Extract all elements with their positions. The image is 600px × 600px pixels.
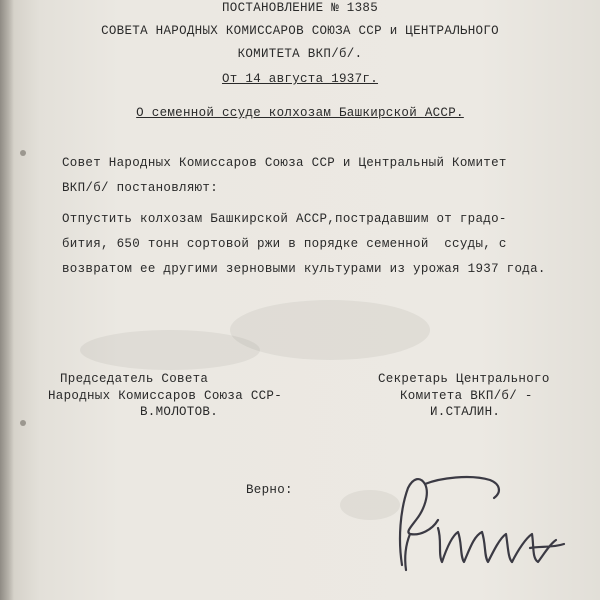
right-signatory-name: И.СТАЛИН.	[430, 405, 501, 419]
left-signatory-title: Председатель Совета	[60, 372, 209, 386]
body-line: Совет Народных Комиссаров Союза ССР и Центральный Комитет	[62, 156, 507, 170]
right-signatory-body: Комитета ВКП/б/ -	[400, 389, 533, 403]
binding-edge	[0, 0, 14, 600]
resolution-number: ПОСТАНОВЛЕНИЕ № 1385	[221, 1, 379, 15]
verification-label: Верно:	[246, 483, 293, 497]
bleed-through-smudge	[230, 300, 430, 360]
body-line: ВКП/б/ постановляют:	[62, 181, 219, 195]
resolution-date: От 14 августа 1937г.	[221, 72, 379, 86]
resolution-subject: О семенной ссуде колхозам Башкирской АССР.	[136, 106, 464, 120]
punch-hole	[20, 150, 26, 156]
left-signatory-body: Народных Комиссаров Союза ССР-	[48, 389, 283, 403]
body-line: Отпустить колхозам Башкирской АССР,пострадавшим от градо-	[62, 212, 507, 226]
body-line: возвратом ее другими зерновыми культурами из урожая 1937 года.	[62, 262, 546, 276]
bleed-through-smudge	[80, 330, 260, 370]
right-signatory-title: Секретарь Центрального	[378, 372, 550, 386]
punch-hole	[20, 420, 26, 426]
issuing-body-line1: СОВЕТА НАРОДНЫХ КОМИССАРОВ СОЮЗА ССР и ЦЕНТРАЛЬНОГО	[101, 24, 499, 38]
handwritten-signature	[380, 470, 580, 580]
body-line: бития, 650 тонн сортовой ржи в порядке семенной ссуды, с	[62, 237, 507, 251]
issuing-body-line2: КОМИТЕТА ВКП/б/.	[237, 47, 363, 61]
left-signatory-name: В.МОЛОТОВ.	[140, 405, 219, 419]
